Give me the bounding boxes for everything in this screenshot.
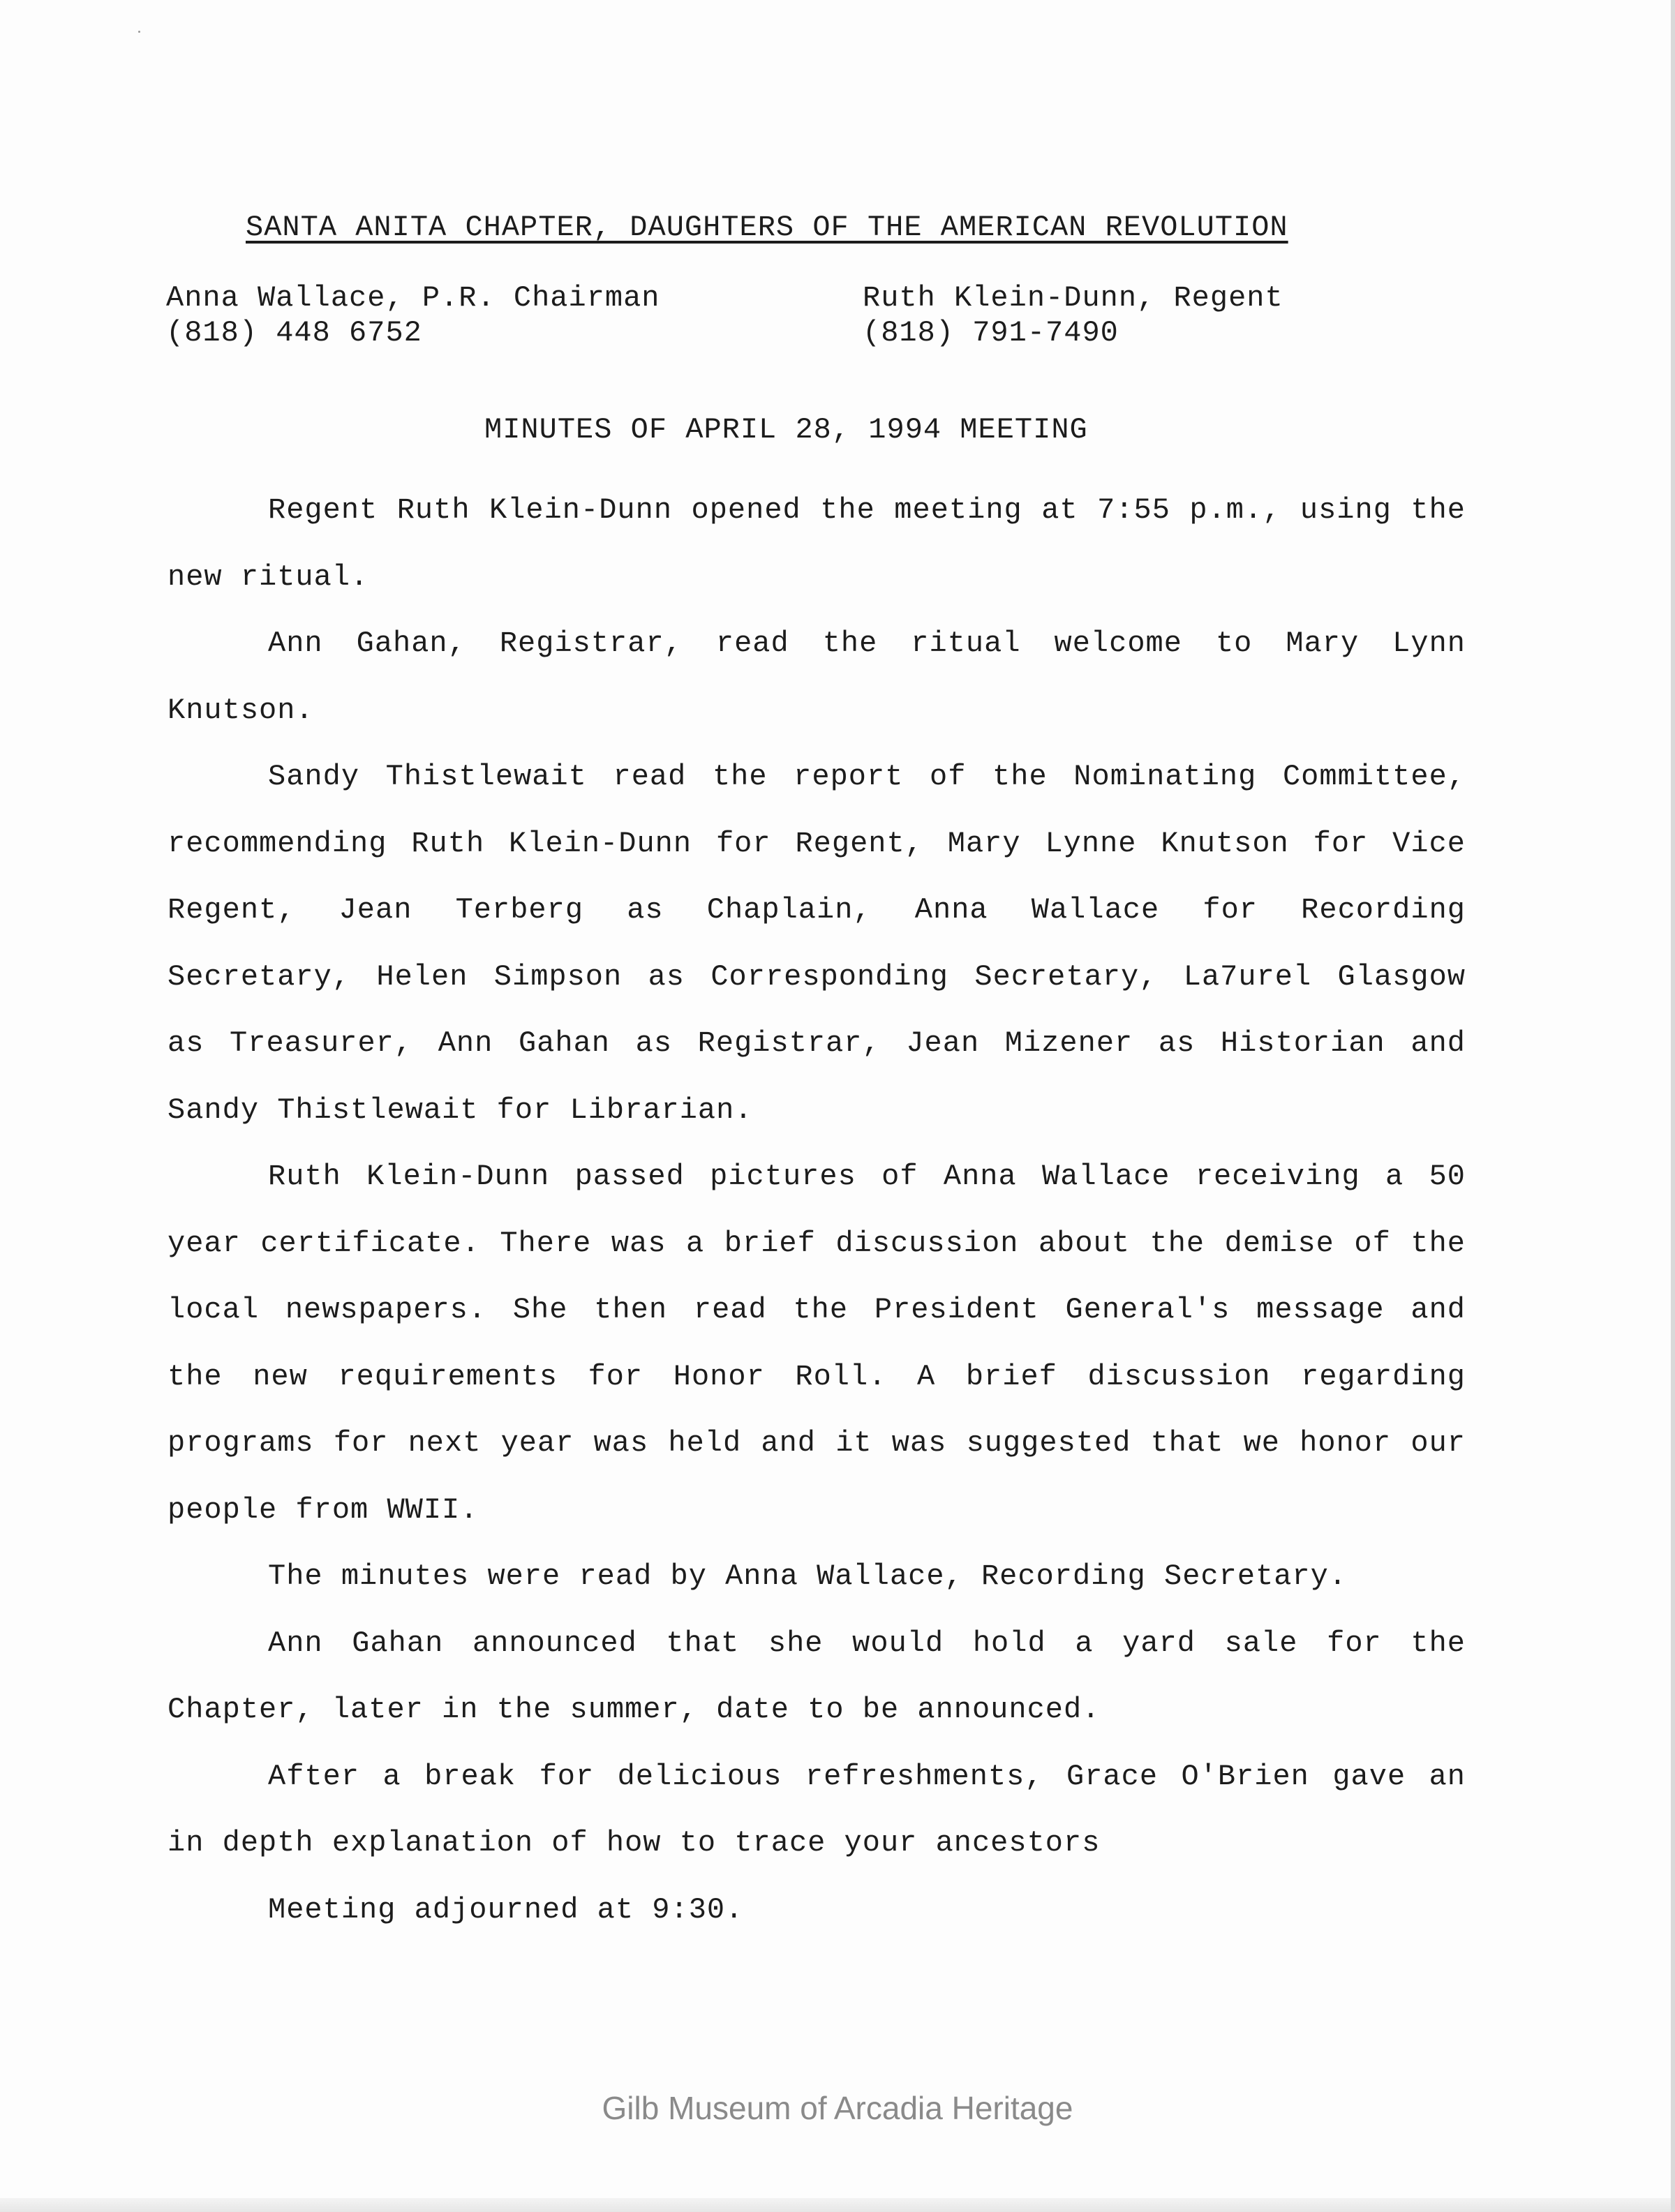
scan-bottom-edge [0, 2198, 1671, 2212]
minutes-paragraph: Ann Gahan announced that she would hold a yard sale for the Chapter, later in the summer, date to be announced. [168, 1626, 1466, 1726]
minutes-paragraph: Meeting adjourned at 9:30. [268, 1892, 744, 1927]
minutes-title: MINUTES OF APRIL 28, 1994 MEETING [484, 413, 1088, 447]
contact-phone: (818) 448 6752 [166, 316, 422, 350]
paper-speck [138, 31, 140, 33]
chapter-heading: SANTA ANITA CHAPTER, DAUGHTERS OF THE AMERICAN REVOLUTION [246, 211, 1288, 244]
minutes-paragraph: Ruth Klein-Dunn passed pictures of Anna Wallace receiving a 50 year certificate. There was a brief discussion about the demise of the local newspapers. She then read the President General's message and the new requirements for Honor Roll. A brief discussion regarding programs for next year was held and it was suggested that we honor our people from WWII. [168, 1160, 1466, 1527]
contact-name: Ruth Klein-Dunn, Regent [863, 281, 1283, 315]
contact-regent [863, 281, 1283, 350]
minutes-paragraph: Sandy Thistlewait read the report of the Nominating Committee, recommending Ruth Klein-Dunn for Regent, Mary Lynne Knutson for Vice Regent, Jean Terberg as Chaplain, Anna Wallace for Recording Secretary, Helen Simpson as Corresponding Secretary, La7urel Glasgow as Treasurer, Ann Gahan as Registrar, Jean Mizener as Historian and Sandy Thistlewait for Librarian. [168, 760, 1466, 1127]
museum-watermark: Gilb Museum of Arcadia Heritage [602, 2090, 1073, 2126]
minutes-paragraph: After a break for delicious refreshments, Grace O'Brien gave an in depth explanation of how to trace your ancestors [168, 1759, 1466, 1860]
contact-pr-chairman [166, 281, 660, 350]
minutes-paragraph: Regent Ruth Klein-Dunn opened the meeting at 7:55 p.m., using the new ritual. [168, 493, 1466, 594]
minutes-body [168, 477, 1466, 1943]
contact-phone: (818) 791-7490 [863, 316, 1119, 350]
minutes-paragraph: Ann Gahan, Registrar, read the ritual welcome to Mary Lynn Knutson. [168, 627, 1466, 727]
minutes-paragraph: The minutes were read by Anna Wallace, Recording Secretary. [268, 1560, 1348, 1593]
contact-name: Anna Wallace, P.R. Chairman [166, 281, 660, 315]
